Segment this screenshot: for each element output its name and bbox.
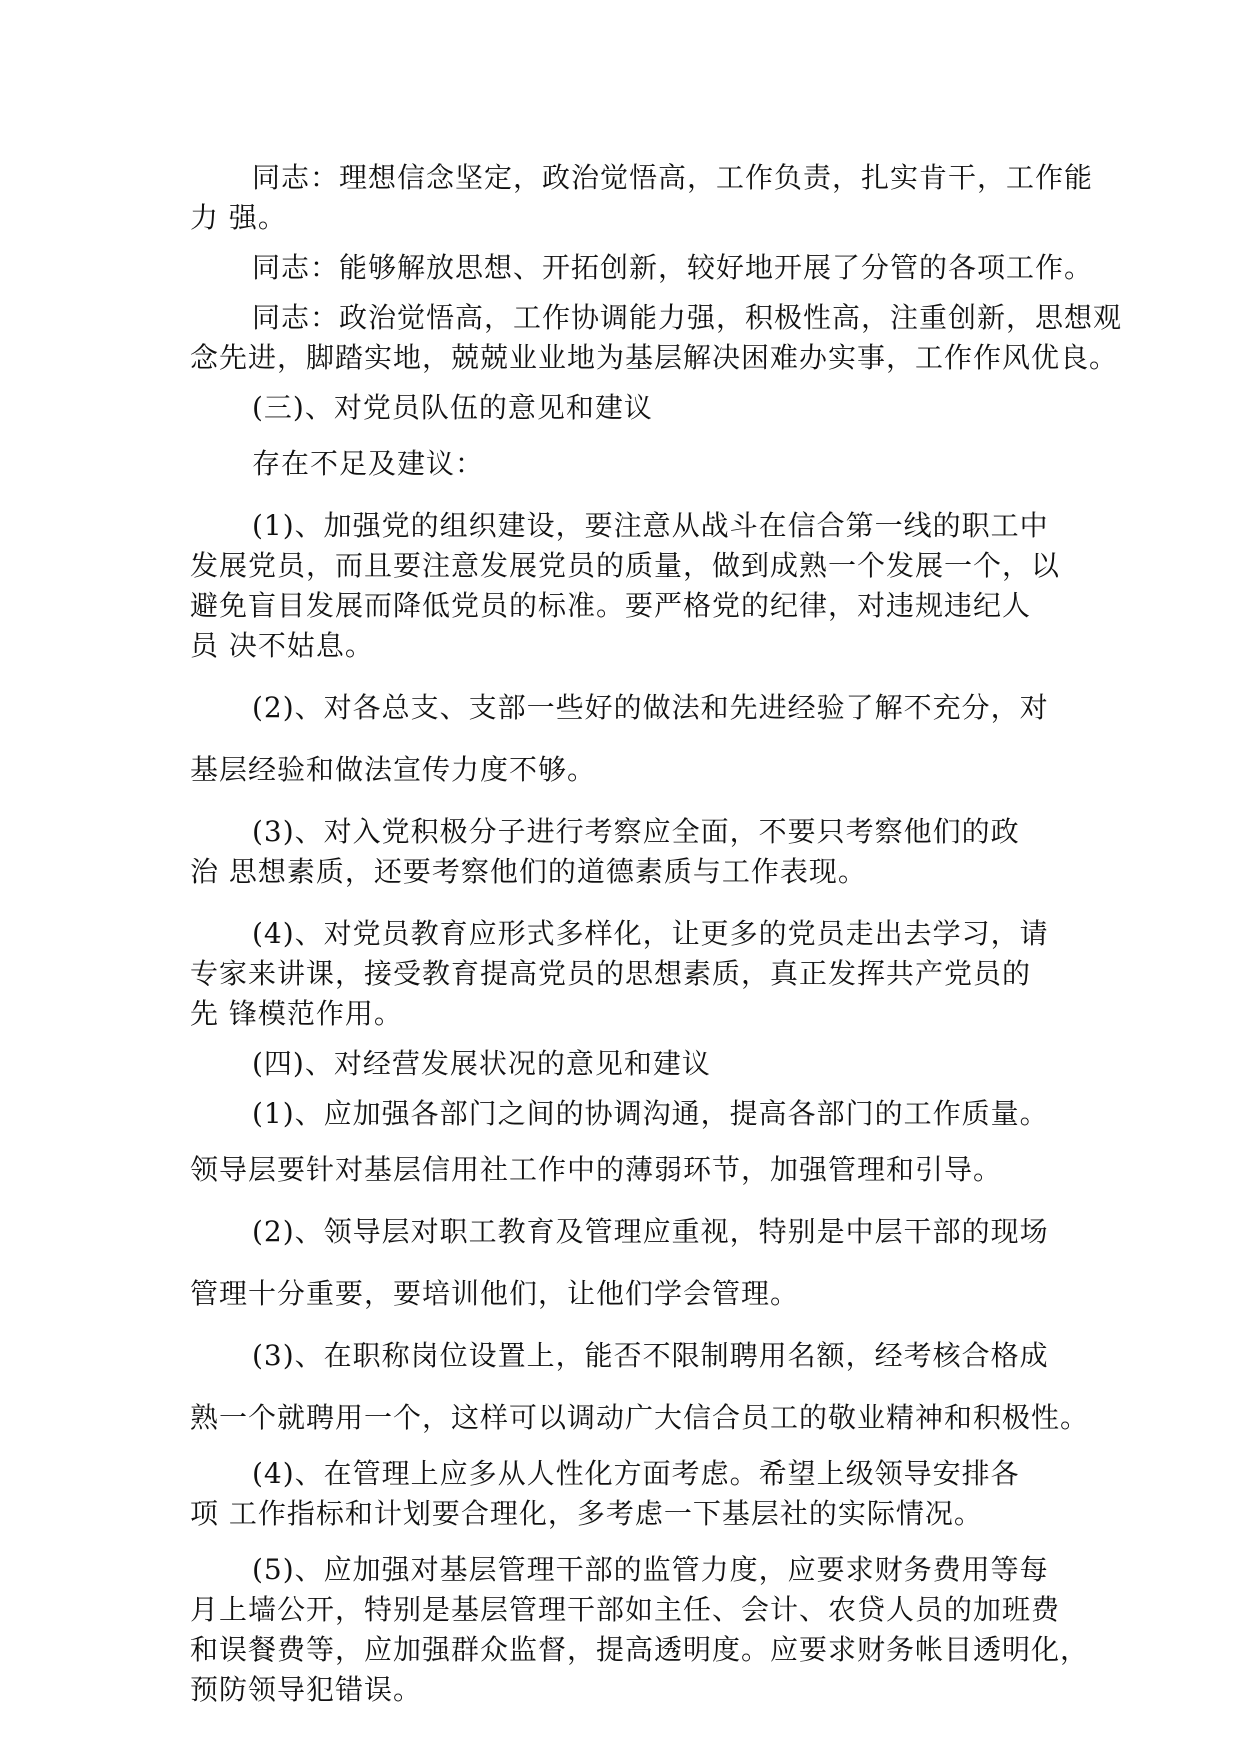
section-heading: (四)、对经营发展状况的意见和建议 bbox=[252, 1047, 711, 1080]
text-line: (1)、加强党的组织建设，要注意从战斗在信合第一线的职工中 bbox=[252, 509, 1049, 542]
text-line: (5)、应加强对基层管理干部的监管力度，应要求财务费用等每 bbox=[252, 1553, 1049, 1586]
text-line: (3)、对入党积极分子进行考察应全面，不要只考察他们的政 bbox=[252, 815, 1020, 848]
text-line: 领导层要针对基层信用社工作中的薄弱环节，加强管理和引导。 bbox=[190, 1153, 1003, 1186]
text-line: 项 工作指标和计划要合理化，多考虑一下基层社的实际情况。 bbox=[190, 1497, 983, 1530]
text-line: 管理十分重要，要培训他们，让他们学会管理。 bbox=[190, 1277, 800, 1310]
text-line: 专家来讲课，接受教育提高党员的思想素质，真正发挥共产党员的 bbox=[190, 957, 1032, 990]
text-line: (2)、领导层对职工教育及管理应重视，特别是中层干部的现场 bbox=[252, 1215, 1049, 1248]
text-line: 预防领导犯错误。 bbox=[190, 1673, 423, 1706]
text-line: (4)、对党员教育应形式多样化，让更多的党员走出去学习，请 bbox=[252, 917, 1049, 950]
text-line: 念先进，脚踏实地，兢兢业业地为基层解决困难办实事，工作作风优良。 bbox=[190, 341, 1119, 374]
text-line: 同志：政治觉悟高，工作协调能力强，积极性高，注重创新，思想观 bbox=[252, 301, 1123, 334]
text-line: 先 锋模范作用。 bbox=[190, 997, 403, 1030]
text-line: 熟一个就聘用一个，这样可以调动广大信合员工的敬业精神和积极性。 bbox=[190, 1401, 1090, 1434]
text-line: 治 思想素质，还要考察他们的道德素质与工作表现。 bbox=[190, 855, 867, 888]
text-line: 存在不足及建议： bbox=[252, 447, 485, 480]
text-line: 发展党员，而且要注意发展党员的质量，做到成熟一个发展一个，以 bbox=[190, 549, 1061, 582]
text-line: (2)、对各总支、支部一些好的做法和先进经验了解不充分，对 bbox=[252, 691, 1049, 724]
text-line: 和误餐费等，应加强群众监督，提高透明度。应要求财务帐目透明化， bbox=[190, 1633, 1090, 1666]
text-line: (4)、在管理上应多从人性化方面考虑。希望上级领导安排各 bbox=[252, 1457, 1020, 1490]
text-line: (3)、在职称岗位设置上，能否不限制聘用名额，经考核合格成 bbox=[252, 1339, 1049, 1372]
text-line: 员 决不姑息。 bbox=[190, 629, 374, 662]
text-line: 月上墙公开，特别是基层管理干部如主任、会计、农贷人员的加班费 bbox=[190, 1593, 1061, 1626]
document-body bbox=[190, 158, 1123, 1710]
section-heading: (三)、对党员队伍的意见和建议 bbox=[252, 391, 653, 424]
text-line: 同志：理想信念坚定，政治觉悟高，工作负责，扎实肯干，工作能 bbox=[252, 161, 1094, 194]
text-line: 避免盲目发展而降低党员的标准。要严格党的纪律，对违规违纪人 bbox=[190, 589, 1032, 622]
text-line: (1)、应加强各部门之间的协调沟通，提高各部门的工作质量。 bbox=[252, 1097, 1049, 1130]
text-line: 同志：能够解放思想、开拓创新，较好地开展了分管的各项工作。 bbox=[252, 251, 1094, 284]
text-line: 基层经验和做法宣传力度不够。 bbox=[190, 753, 597, 786]
text-line: 力 强。 bbox=[190, 201, 287, 234]
